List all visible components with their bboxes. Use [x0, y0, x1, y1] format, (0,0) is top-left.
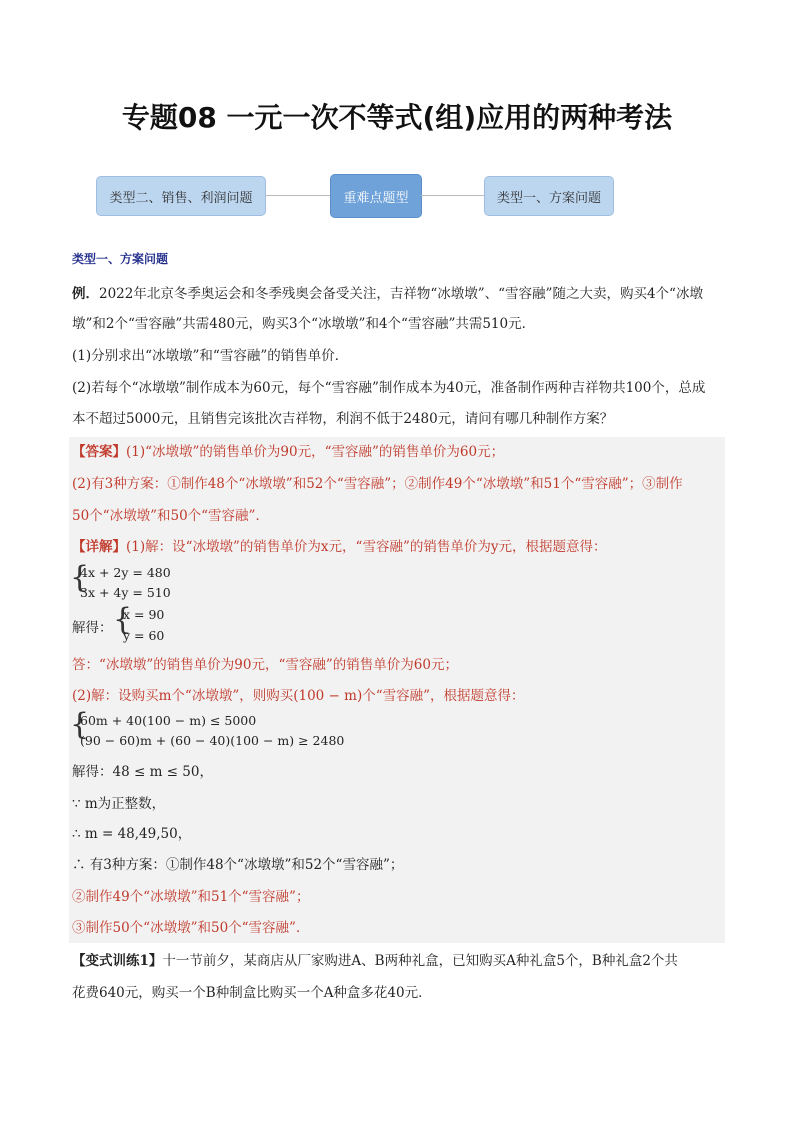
diagram-connector-right: [421, 195, 484, 196]
answer-line-2: (2)有3种方案：①制作48个“冰墩墩”和52个“雪容融”；②制作49个“冰墩墩”和51个“雪容融”；③制作: [72, 476, 683, 492]
solution1-y: y = 60: [123, 628, 165, 643]
problem-label: 例．: [72, 286, 99, 302]
detail-tag: 【详解】: [72, 539, 126, 555]
system1-eq2: 3x + 4y = 510: [80, 585, 171, 600]
system1-brace: {: [70, 560, 90, 595]
answer-line-3: 50个“冰墩墩”和50个“雪容融”．: [72, 508, 269, 524]
question-1: (1)分别求出“冰墩墩”和“雪容融”的销售单价．: [72, 348, 349, 364]
section-heading: 类型一、方案问题: [72, 252, 169, 266]
solution-2: 解得：48 ≤ m ≤ 50，: [72, 764, 213, 780]
system2-ineq1: 60m + 40(100 − m) ≤ 5000: [80, 713, 257, 728]
question-2-line-1: (2)若每个“冰墩墩”制作成本为60元，每个“雪容融”制作成本为40元，准备制作两种吉祥物共100个，总成: [72, 380, 706, 396]
system2-brace: {: [70, 707, 90, 742]
topic-diagram: [0, 174, 794, 218]
question-2-line-2: 本不超过5000元，且销售完该批次吉祥物，利润不低于2480元，请问有哪几种制作方案？: [72, 411, 614, 427]
problem-line-1: [72, 284, 703, 304]
detail-intro-2: (2)解：设购买m个“冰墩墩”，则购买(100 − m)个“雪容融”，根据题意得：: [72, 688, 525, 704]
solve-label-1: 解得：: [72, 620, 113, 636]
system2-ineq2: (90 − 60)m + (60 − 40)(100 − m) ≥ 2480: [80, 733, 345, 748]
system1-eq1: 4x + 2y = 480: [80, 565, 171, 580]
variant-text-1: 十一节前夕，某商店从厂家购进A、B两种礼盒，已知购买A种礼盒5个，B种礼盒2个共: [162, 953, 678, 969]
diagram-connector-left: [265, 195, 330, 196]
detail-line-1: [72, 537, 606, 557]
diagram-box-type2: 类型二、销售、利润问题: [96, 176, 266, 216]
diagram-box-type1: 类型一、方案问题: [484, 176, 614, 216]
because-line: ∵ m为正整数，: [72, 796, 166, 812]
problem-text-1: 2022年北京冬季奥运会和冬季残奥会备受关注，吉祥物“冰墩墩”、“雪容融”随之大卖，购买4个“冰墩: [99, 286, 703, 302]
answer-line-1: [72, 442, 504, 462]
plan-line-1: ∴ 有3种方案：①制作48个“冰墩墩”和52个“雪容融”；: [72, 857, 404, 873]
answer-tag: 【答案】: [72, 444, 126, 460]
answer-text-1: (1)“冰墩墩”的销售单价为90元，“雪容融”的销售单价为60元；: [126, 444, 505, 460]
therefore-line: ∴ m = 48,49,50，: [72, 826, 192, 842]
diagram-box-center: 重难点题型: [330, 174, 422, 218]
answer-part-1: 答：“冰墩墩”的销售单价为90元，“雪容融”的销售单价为60元；: [72, 657, 458, 673]
problem-line-2: 墩”和2个“雪容融”共需480元，购买3个“冰墩墩”和4个“雪容融”共需510元．: [72, 316, 536, 332]
variant-tag: 【变式训练1】: [72, 953, 163, 969]
solution1-brace: {: [113, 602, 133, 637]
variant-line-2: 花费640元，购买一个B种制盒比购买一个A种盒多花40元．: [72, 985, 432, 1001]
page-title: 专题08 一元一次不等式(组)应用的两种考法: [121, 101, 673, 134]
variant-line-1: [72, 951, 678, 971]
plan-line-3: ③制作50个“冰墩墩”和50个“雪容融”．: [72, 920, 310, 936]
plan-line-2: ②制作49个“冰墩墩”和51个“雪容融”；: [72, 889, 310, 905]
solution1-x: x = 90: [123, 607, 165, 622]
detail-intro: (1)解：设“冰墩墩”的销售单价为x元，“雪容融”的销售单价为y元，根据题意得：: [126, 539, 607, 555]
